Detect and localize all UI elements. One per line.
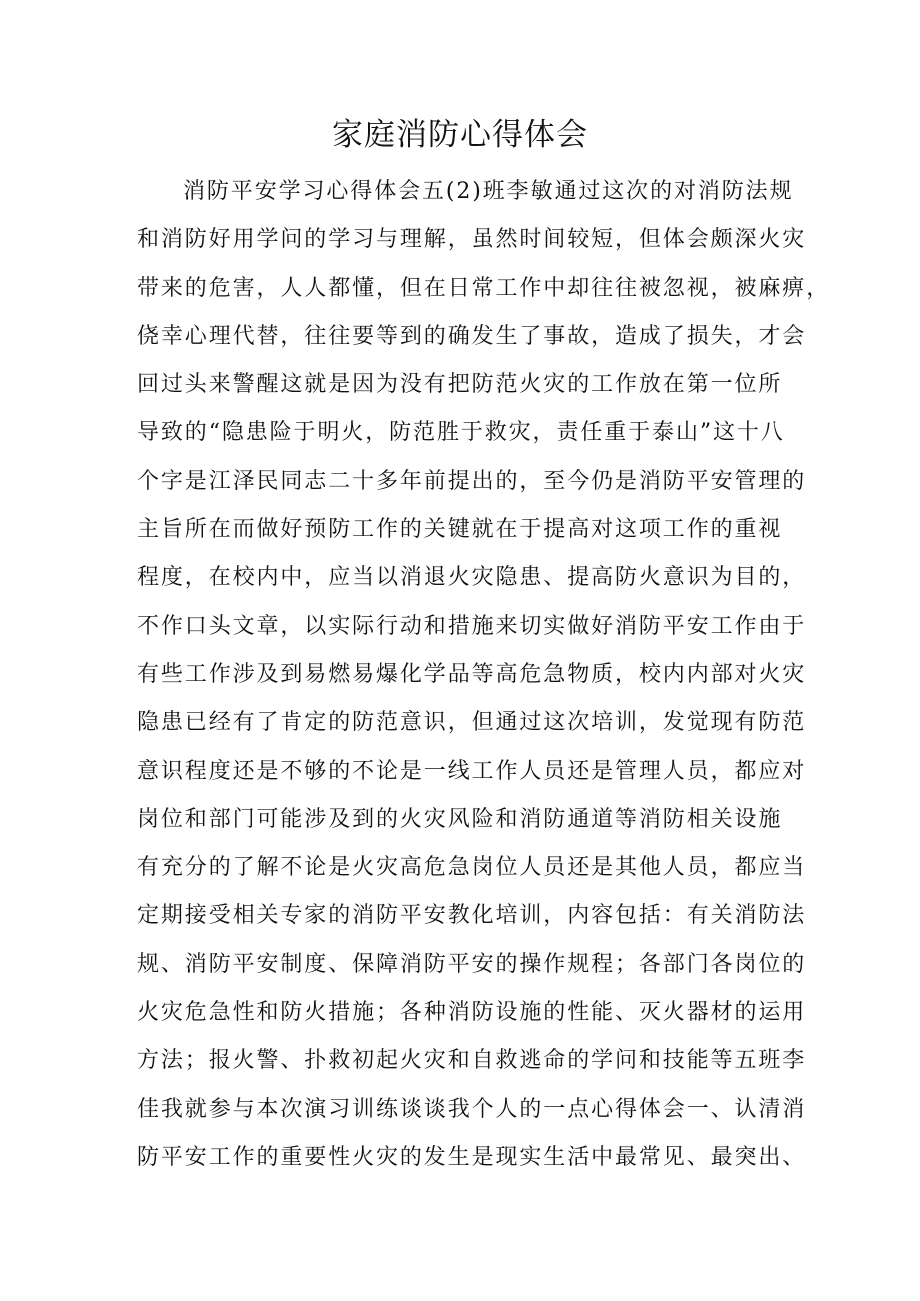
text-line: 回过头来警醒这就是因为没有把防范火灾的工作放在第一位所 (137, 372, 783, 398)
text-line: 定期接受相关专家的消防平安教化培训，内容包括：有关消防法 (137, 903, 807, 929)
text-line: 隐患已经有了肯定的防范意识，但通过这次培训，发觉现有防范 (137, 710, 807, 736)
text-line: 和消防好用学问的学习与理解，虽然时间较短，但体会颇深火灾 (137, 227, 807, 253)
text-line: 有充分的了解不论是火灾高危急岗位人员还是其他人员，都应当 (137, 855, 807, 881)
document-body (137, 168, 831, 1182)
text-line: 带来的危害，人人都懂，但在日常工作中却往往被忽视，被麻痹， (137, 275, 831, 301)
text-line: 侥幸心理代替，往往要等到的确发生了事故，造成了损失，才会 (137, 323, 807, 349)
text-line: 个字是江泽民同志二十多年前提出的，至今仍是消防平安管理的 (137, 468, 807, 494)
text-line: 导致的“隐患险于明火，防范胜于救灾，责任重于泰山”这十八 (137, 420, 785, 446)
text-line: 有些工作涉及到易燃易爆化学品等高危急物质，校内内部对火灾 (137, 661, 807, 687)
text-line: 防平安工作的重要性火灾的发生是现实生活中最常见、最突出、 (137, 1144, 807, 1170)
text-line: 主旨所在而做好预防工作的关键就在于提高对这项工作的重视 (137, 517, 783, 543)
text-line: 火灾危急性和防火措施；各种消防设施的性能、灭火器材的运用 (137, 1000, 807, 1026)
text-line: 意识程度还是不够的不论是一线工作人员还是管理人员，都应对 (137, 758, 807, 784)
text-line: 规、消防平安制度、保障消防平安的操作规程；各部门各岗位的 (137, 951, 807, 977)
text-line: 消防平安学习心得体会五(2)班李敏通过这次的对消防法规 (183, 179, 794, 204)
document-title: 家庭消防心得体会 (332, 117, 588, 153)
text-line: 方法；报火警、扑救初起火灾和自救逃命的学问和技能等五班李 (137, 1048, 807, 1074)
text-line: 岗位和部门可能涉及到的火灾风险和消防通道等消防相关设施 (137, 806, 783, 832)
text-line: 不作口头文章，以实际行动和措施来切实做好消防平安工作由于 (137, 613, 807, 639)
text-line: 程度，在校内中，应当以消退火灾隐患、提高防火意识为目的， (137, 565, 807, 591)
text-line: 佳我就参与本次演习训练谈谈我个人的一点心得体会一、认清消 (137, 1096, 807, 1122)
